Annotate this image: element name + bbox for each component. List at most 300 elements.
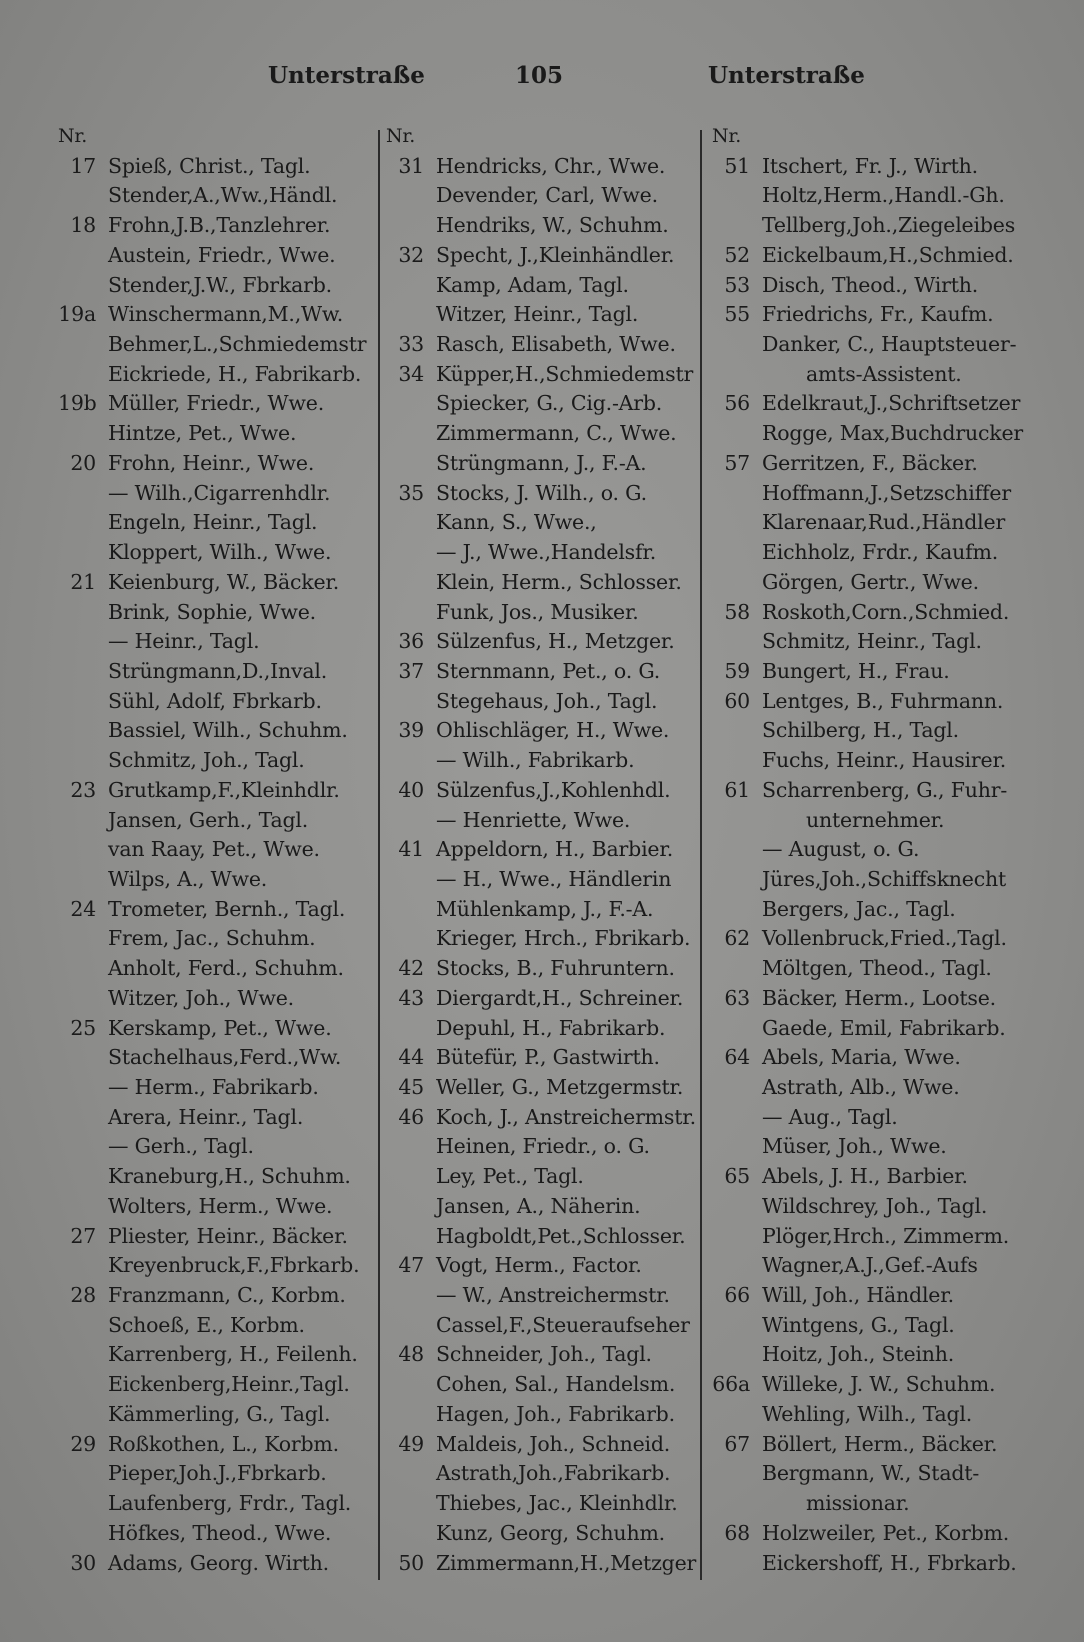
house-number (712, 419, 750, 448)
resident-text: Kämmerling, G., Tagl. (108, 1401, 331, 1426)
resident-text: Rogge, Max,Buchdrucker (762, 421, 1023, 446)
directory-entry (386, 1430, 696, 1459)
resident-text: Görgen, Gertr., Wwe. (762, 569, 979, 594)
resident-text: Bergers, Jac., Tagl. (762, 896, 956, 921)
directory-entry (712, 360, 1023, 389)
house-number: 32 (398, 242, 424, 267)
house-number (712, 479, 750, 508)
directory-entry (386, 1103, 696, 1132)
directory-entry (386, 479, 696, 508)
resident-text: Koch, J., Anstreichermstr. (436, 1104, 696, 1129)
house-number: 65 (724, 1164, 750, 1189)
house-number: 53 (724, 272, 750, 297)
house-number (712, 360, 750, 389)
house-number (386, 1014, 424, 1043)
resident-text: Laufenberg, Frdr., Tagl. (108, 1491, 352, 1516)
resident-text: — Heinr., Tagl. (108, 629, 260, 654)
resident-text: Brink, Sophie, Wwe. (108, 599, 316, 624)
directory-entry (386, 835, 696, 864)
house-number (386, 1192, 424, 1221)
directory-entry (712, 657, 1023, 686)
directory-entry (386, 924, 696, 953)
house-number (712, 716, 750, 745)
house-number (712, 1311, 750, 1340)
house-number: 63 (724, 985, 750, 1010)
directory-entry (712, 181, 1023, 210)
house-number (386, 598, 424, 627)
resident-text: Schmitz, Joh., Tagl. (108, 748, 305, 773)
directory-entry (386, 657, 696, 686)
house-number (712, 954, 750, 983)
house-number: 25 (70, 1015, 96, 1040)
directory-entry (58, 1162, 366, 1191)
house-number: 31 (398, 153, 424, 178)
directory-entry (58, 449, 366, 478)
house-number (58, 1162, 96, 1191)
directory-entry (712, 806, 1023, 835)
directory-entry (712, 449, 1023, 478)
house-number (386, 895, 424, 924)
directory-column-2 (386, 122, 696, 1578)
resident-text: Heinen, Friedr., o. G. (436, 1134, 650, 1159)
resident-text: Pieper,Joh.J.,Fbrkarb. (108, 1461, 327, 1486)
house-number (58, 330, 96, 359)
resident-text: Diergardt,H., Schreiner. (436, 985, 684, 1010)
resident-text: unternehmer. (806, 807, 945, 832)
house-number (712, 627, 750, 656)
directory-entry (58, 1340, 366, 1369)
resident-text: Bütefür, P., Gastwirth. (436, 1045, 660, 1070)
resident-text: Eickershoff, H., Fbrkarb. (762, 1550, 1017, 1575)
directory-entry (712, 1073, 1023, 1102)
resident-text: Sülzenfus, H., Metzger. (436, 629, 675, 654)
house-number (386, 1519, 424, 1548)
house-number (386, 1311, 424, 1340)
house-number (712, 538, 750, 567)
resident-text: Danker, C., Hauptsteuer- (762, 332, 1017, 357)
directory-entry (386, 1459, 696, 1488)
house-number: 50 (398, 1550, 424, 1575)
house-number (386, 1459, 424, 1488)
directory-entry (58, 1549, 366, 1578)
directory-entry (386, 1519, 696, 1548)
house-number: 58 (724, 599, 750, 624)
resident-text: Ohlischläger, H., Wwe. (436, 718, 670, 743)
directory-entry (386, 1222, 696, 1251)
directory-entry (386, 1162, 696, 1191)
resident-text: Disch, Theod., Wirth. (762, 272, 979, 297)
directory-entry (386, 449, 696, 478)
resident-text: Friedrichs, Fr., Kaufm. (762, 302, 994, 327)
directory-entry (58, 479, 366, 508)
directory-column-1 (58, 122, 366, 1578)
directory-entry (58, 568, 366, 597)
directory-entry (58, 1370, 366, 1399)
house-number: 55 (724, 302, 750, 327)
house-number: 37 (398, 658, 424, 683)
directory-entry (712, 241, 1023, 270)
column-header: Nr. (58, 125, 88, 147)
directory-entry (58, 627, 366, 656)
resident-text: Kreyenbruck,F.,Fbrkarb. (108, 1253, 360, 1278)
house-number (58, 1400, 96, 1429)
resident-text: Spieß, Christ., Tagl. (108, 153, 311, 178)
resident-text: Itschert, Fr. J., Wirth. (762, 153, 978, 178)
house-number: 30 (70, 1550, 96, 1575)
house-number (386, 806, 424, 835)
directory-entry (58, 389, 366, 418)
directory-entry (58, 984, 366, 1013)
directory-entry (386, 895, 696, 924)
resident-text: Funk, Jos., Musiker. (436, 599, 639, 624)
resident-text: Maldeis, Joh., Schneid. (436, 1431, 671, 1456)
resident-text: Kerskamp, Pet., Wwe. (108, 1015, 332, 1040)
directory-entry (712, 1281, 1023, 1310)
resident-text: Wagner,A.J.,Gef.-Aufs (762, 1253, 978, 1278)
resident-text: Adams, Georg. Wirth. (108, 1550, 329, 1575)
resident-text: Eickriede, H., Fabrikarb. (108, 361, 362, 386)
directory-entry (712, 479, 1023, 508)
directory-entry (386, 1192, 696, 1221)
house-number (58, 687, 96, 716)
house-number (58, 1073, 96, 1102)
house-number: 48 (398, 1342, 424, 1367)
column-header: Nr. (712, 125, 742, 147)
directory-entry (58, 895, 366, 924)
directory-entry (712, 1222, 1023, 1251)
house-number (58, 657, 96, 686)
resident-text: Hendriks, W., Schuhm. (436, 213, 669, 238)
directory-entry (58, 716, 366, 745)
resident-text: Böllert, Herm., Bäcker. (762, 1431, 998, 1456)
house-number (386, 1222, 424, 1251)
house-number (386, 389, 424, 418)
house-number (58, 181, 96, 210)
directory-entry (386, 627, 696, 656)
directory-entry (386, 598, 696, 627)
house-number: 23 (70, 777, 96, 802)
house-number (58, 924, 96, 953)
house-number (386, 746, 424, 775)
directory-entry (58, 152, 366, 181)
house-number: 59 (724, 658, 750, 683)
house-number (58, 954, 96, 983)
directory-entry (386, 746, 696, 775)
resident-text: Wehling, Wilh., Tagl. (762, 1401, 973, 1426)
house-number (386, 300, 424, 329)
running-header-right: Unterstraße (708, 62, 865, 89)
house-number: 39 (398, 718, 424, 743)
house-number (58, 241, 96, 270)
house-number: 52 (724, 242, 750, 267)
directory-entry (712, 1459, 1023, 1488)
resident-text: Keienburg, W., Bäcker. (108, 569, 340, 594)
page-number: 105 (515, 62, 564, 89)
house-number (58, 1132, 96, 1161)
resident-text: Sühl, Adolf, Fbrkarb. (108, 688, 322, 713)
directory-entry (58, 211, 366, 240)
house-number (386, 865, 424, 894)
directory-entry (386, 568, 696, 597)
directory-entry (712, 1400, 1023, 1429)
column-divider (378, 130, 380, 1580)
resident-text: Küpper,H.,Schmiedemstr (436, 361, 694, 386)
house-number (712, 1549, 750, 1578)
resident-text: Karrenberg, H., Feilenh. (108, 1342, 358, 1367)
resident-text: Austein, Friedr., Wwe. (108, 242, 336, 267)
directory-entry (386, 538, 696, 567)
directory-entry (386, 1132, 696, 1161)
house-number (58, 627, 96, 656)
directory-entry (58, 1014, 366, 1043)
resident-text: Wilps, A., Wwe. (108, 866, 268, 891)
house-number: 41 (398, 837, 424, 862)
house-number (386, 1489, 424, 1518)
resident-text: van Raay, Pet., Wwe. (108, 837, 320, 862)
directory-entry (712, 895, 1023, 924)
resident-text: Depuhl, H., Fabrikarb. (436, 1015, 666, 1040)
resident-text: Stocks, B., Fuhruntern. (436, 956, 675, 981)
resident-text: Hoitz, Joh., Steinh. (762, 1342, 955, 1367)
house-number (58, 508, 96, 537)
directory-entry (58, 419, 366, 448)
directory-entry (712, 330, 1023, 359)
directory-entry (712, 568, 1023, 597)
directory-entry (58, 598, 366, 627)
resident-text: Frohn,J.B.,Tanzlehrer. (108, 213, 331, 238)
resident-text: — Henriette, Wwe. (436, 807, 631, 832)
house-number: 29 (70, 1431, 96, 1456)
house-number: 19a (58, 302, 96, 327)
resident-text: Vollenbruck,Fried.,Tagl. (762, 926, 1007, 951)
house-number: 40 (398, 777, 424, 802)
directory-entry (58, 271, 366, 300)
directory-entry (386, 360, 696, 389)
resident-text: Lentges, B., Fuhrmann. (762, 688, 1004, 713)
house-number (58, 806, 96, 835)
house-number (58, 598, 96, 627)
resident-text: — Gerh., Tagl. (108, 1134, 254, 1159)
resident-text: Möltgen, Theod., Tagl. (762, 956, 992, 981)
resident-text: Schoeß, E., Korbm. (108, 1312, 305, 1337)
house-number (712, 1192, 750, 1221)
resident-text: Fuchs, Heinr., Hausirer. (762, 748, 1007, 773)
directory-entry (386, 687, 696, 716)
house-number (58, 1192, 96, 1221)
resident-text: Specht, J.,Kleinhändler. (436, 242, 675, 267)
directory-entry (386, 181, 696, 210)
resident-text: Sternmann, Pet., o. G. (436, 658, 661, 683)
house-number: 66 (724, 1283, 750, 1308)
house-number (58, 419, 96, 448)
directory-entry (712, 1162, 1023, 1191)
resident-text: Schmitz, Heinr., Tagl. (762, 629, 982, 654)
resident-text: — August, o. G. (762, 837, 920, 862)
resident-text: Kunz, Georg, Schuhm. (436, 1520, 665, 1545)
resident-text: — Herm., Fabrikarb. (108, 1075, 319, 1099)
resident-text: Stocks, J. Wilh., o. G. (436, 480, 647, 505)
resident-text: Hagboldt,Pet.,Schlosser. (436, 1223, 686, 1248)
directory-entry (58, 954, 366, 983)
house-number (58, 271, 96, 300)
house-number: 57 (724, 450, 750, 475)
house-number: 28 (70, 1283, 96, 1308)
resident-text: Klarenaar,Rud.,Händler (762, 510, 1006, 535)
house-number: 18 (70, 213, 96, 238)
resident-text: Edelkraut,J.,Schriftsetzer (762, 391, 1021, 416)
resident-text: Frohn, Heinr., Wwe. (108, 450, 315, 475)
directory-entry (58, 776, 366, 805)
house-number (712, 1400, 750, 1429)
resident-text: Stegehaus, Joh., Tagl. (436, 688, 658, 713)
directory-entry (712, 211, 1023, 240)
directory-entry (58, 538, 366, 567)
resident-text: Eickelbaum,H.,Schmied. (762, 242, 1014, 267)
resident-text: Müser, Joh., Wwe. (762, 1134, 947, 1159)
resident-text: Gerritzen, F., Bäcker. (762, 450, 978, 475)
directory-entry (712, 1340, 1023, 1369)
resident-text: Stachelhaus,Ferd.,Ww. (108, 1045, 342, 1070)
house-number (712, 835, 750, 864)
directory-entry (386, 865, 696, 894)
resident-text: — Wilh., Fabrikarb. (436, 748, 635, 773)
directory-entry (386, 211, 696, 240)
directory-entry (58, 1489, 366, 1518)
resident-text: Arera, Heinr., Tagl. (108, 1104, 304, 1129)
resident-text: Abels, Maria, Wwe. (762, 1045, 961, 1070)
resident-text: Plöger,Hrch., Zimmerm. (762, 1223, 1010, 1248)
house-number: 44 (398, 1045, 424, 1070)
resident-text: Behmer,L.,Schmiedemstr (108, 332, 367, 357)
house-number: 62 (724, 926, 750, 951)
resident-text: — Aug., Tagl. (762, 1104, 898, 1129)
house-number (712, 746, 750, 775)
resident-text: Hoffmann,J.,Setzschiffer (762, 480, 1011, 505)
house-number (58, 1459, 96, 1488)
house-number: 51 (724, 153, 750, 178)
resident-text: Hagen, Joh., Fabrikarb. (436, 1401, 675, 1426)
directory-entry (386, 1489, 696, 1518)
directory-entry (58, 1519, 366, 1548)
resident-text: Gaede, Emil, Fabrikarb. (762, 1015, 1006, 1040)
house-number: 27 (70, 1223, 96, 1248)
directory-entry (58, 1073, 366, 1102)
resident-text: Sülzenfus,J.,Kohlenhdl. (436, 777, 671, 802)
resident-text: Strüngmann, J., F.-A. (436, 450, 647, 475)
directory-entry (712, 924, 1023, 953)
directory-entry (712, 1014, 1023, 1043)
house-number (386, 538, 424, 567)
directory-entry (386, 1043, 696, 1072)
directory-entry (58, 300, 366, 329)
directory-entry (58, 657, 366, 686)
directory-entry (712, 1043, 1023, 1072)
resident-text: Appeldorn, H., Barbier. (436, 837, 674, 862)
resident-text: Pliester, Heinr., Bäcker. (108, 1223, 348, 1248)
directory-entry (712, 152, 1023, 181)
resident-text: Eickenberg,Heinr.,Tagl. (108, 1372, 350, 1397)
house-number (58, 1370, 96, 1399)
resident-text: — H., Wwe., Händlerin (436, 866, 672, 891)
directory-entry (712, 1430, 1023, 1459)
directory-entry (58, 330, 366, 359)
directory-entry (386, 954, 696, 983)
house-number (712, 895, 750, 924)
house-number: 34 (398, 361, 424, 386)
directory-entry (712, 1489, 1023, 1518)
resident-text: Kloppert, Wilh., Wwe. (108, 540, 332, 565)
resident-text: Kraneburg,H., Schuhm. (108, 1164, 351, 1189)
house-number (58, 1519, 96, 1548)
directory-entry (58, 746, 366, 775)
resident-text: Wildschrey, Joh., Tagl. (762, 1193, 988, 1218)
resident-text: — J., Wwe.,Handelsfr. (436, 540, 657, 565)
house-number (58, 746, 96, 775)
house-number (58, 1043, 96, 1072)
directory-column-3 (712, 122, 1023, 1578)
directory-entry (386, 716, 696, 745)
house-number (712, 508, 750, 537)
directory-entry (386, 330, 696, 359)
directory-entry (712, 1103, 1023, 1132)
directory-entry (712, 954, 1023, 983)
house-number: 60 (724, 688, 750, 713)
directory-entry (386, 1311, 696, 1340)
directory-entry (58, 806, 366, 835)
resident-text: Thiebes, Jac., Kleinhdlr. (436, 1491, 678, 1516)
resident-text: Jüres,Joh.,Schiffsknecht (762, 866, 1007, 891)
resident-text: Stender,J.W., Fbrkarb. (108, 272, 332, 297)
house-number (712, 1340, 750, 1369)
directory-entry (386, 300, 696, 329)
resident-text: Hendricks, Chr., Wwe. (436, 153, 666, 178)
directory-entry (58, 1400, 366, 1429)
directory-entry (58, 1132, 366, 1161)
house-number (58, 865, 96, 894)
house-number (386, 419, 424, 448)
directory-entry (386, 1340, 696, 1369)
house-number: 33 (398, 332, 424, 357)
directory-entry (58, 241, 366, 270)
house-number: 66a (712, 1372, 750, 1397)
house-number: 68 (724, 1520, 750, 1545)
house-number (386, 1132, 424, 1161)
house-number: 35 (398, 480, 424, 505)
resident-text: Astrath, Alb., Wwe. (762, 1075, 960, 1099)
resident-text: Weller, G., Metzgermstr. (436, 1075, 684, 1099)
resident-text: Engeln, Heinr., Tagl. (108, 510, 318, 535)
house-number (712, 865, 750, 894)
directory-entry (712, 300, 1023, 329)
directory-entry (712, 419, 1023, 448)
house-number (386, 181, 424, 210)
directory-entry (712, 271, 1023, 300)
house-number (712, 1251, 750, 1280)
directory-entry (386, 776, 696, 805)
house-number (386, 1281, 424, 1310)
column-header: Nr. (386, 125, 416, 147)
directory-entry (58, 865, 366, 894)
house-number (386, 508, 424, 537)
directory-entry (386, 1549, 696, 1578)
house-number (712, 1103, 750, 1132)
house-number: 67 (724, 1431, 750, 1456)
house-number (712, 1073, 750, 1102)
resident-text: Witzer, Joh., Wwe. (108, 985, 294, 1010)
directory-entry (712, 776, 1023, 805)
resident-text: Wintgens, G., Tagl. (762, 1312, 955, 1337)
directory-entry (386, 1400, 696, 1429)
